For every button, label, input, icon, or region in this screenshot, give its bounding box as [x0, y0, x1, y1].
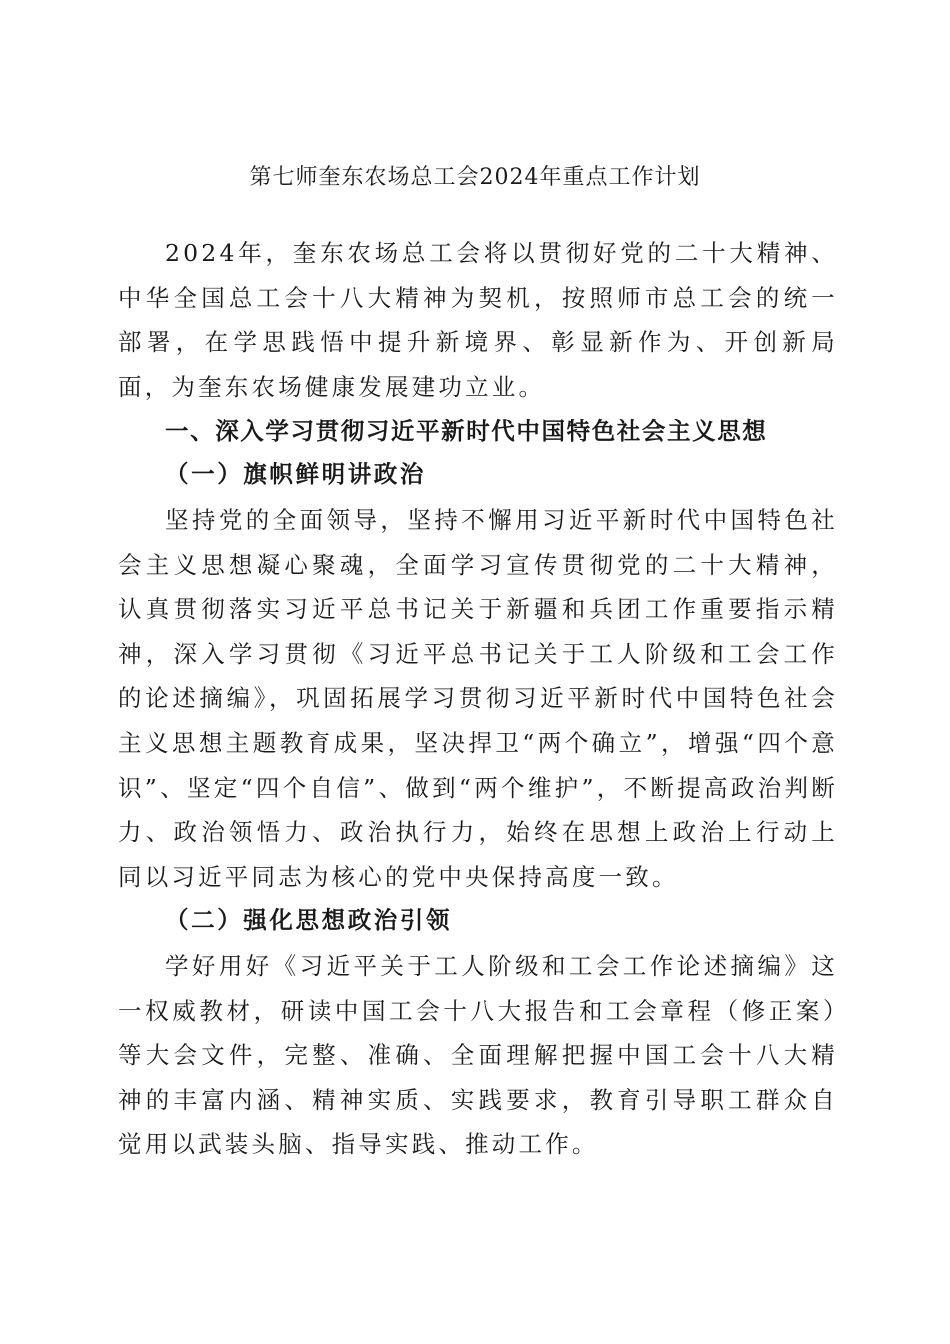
- intro-paragraph: 2024年，奎东农场总工会将以贯彻好党的二十大精神、中华全国总工会十八大精神为契机，按照师市总工会的统一部署，在学思践悟中提升新境界、彰显新作为、开创新局面，为奎东农场健康发展建功立业。: [118, 239, 838, 401]
- section-heading: 一、深入学习贯彻习近平新时代中国特色社会主义思想: [165, 417, 768, 445]
- document-title: 第七师奎东农场总工会2024年重点工作计划: [249, 164, 701, 190]
- subsection-paragraph: 坚持党的全面领导，坚持不懈用习近平新时代中国特色社会主义思想凝心聚魂，全面学习宣传贯彻党的二十大精神，认真贯彻落实习近平总书记关于新疆和兵团工作重要指示精神，深入学习贯彻《习近平总书记关于工人阶级和工会工作的论述摘编》，巩固拓展学习贯彻习近平新时代中国特色社会主义思想主题教育成果，坚决捍卫“两个确立”，增强“四个意识”、坚定“四个自信”、做到“两个维护”，不断提高政治判断力、政治领悟力、政治执行力，始终在思想上政治上行动上同以习近平同志为核心的党中央保持高度一致。: [118, 506, 838, 891]
- subsection-heading: （一）旗帜鲜明讲政治: [165, 460, 426, 488]
- subsection-heading: （二）强化思想政治引领: [165, 906, 453, 934]
- subsection-paragraph: 学好用好《习近平关于工人阶级和工会工作论述摘编》这一权威教材，研读中国工会十八大报告和工会章程（修正案）等大会文件，完整、准确、全面理解把握中国工会十八大精神的丰富内涵、精神实质、实践要求，教育引导职工群众自觉用以武装头脑、指导实践、推动工作。: [118, 952, 838, 1159]
